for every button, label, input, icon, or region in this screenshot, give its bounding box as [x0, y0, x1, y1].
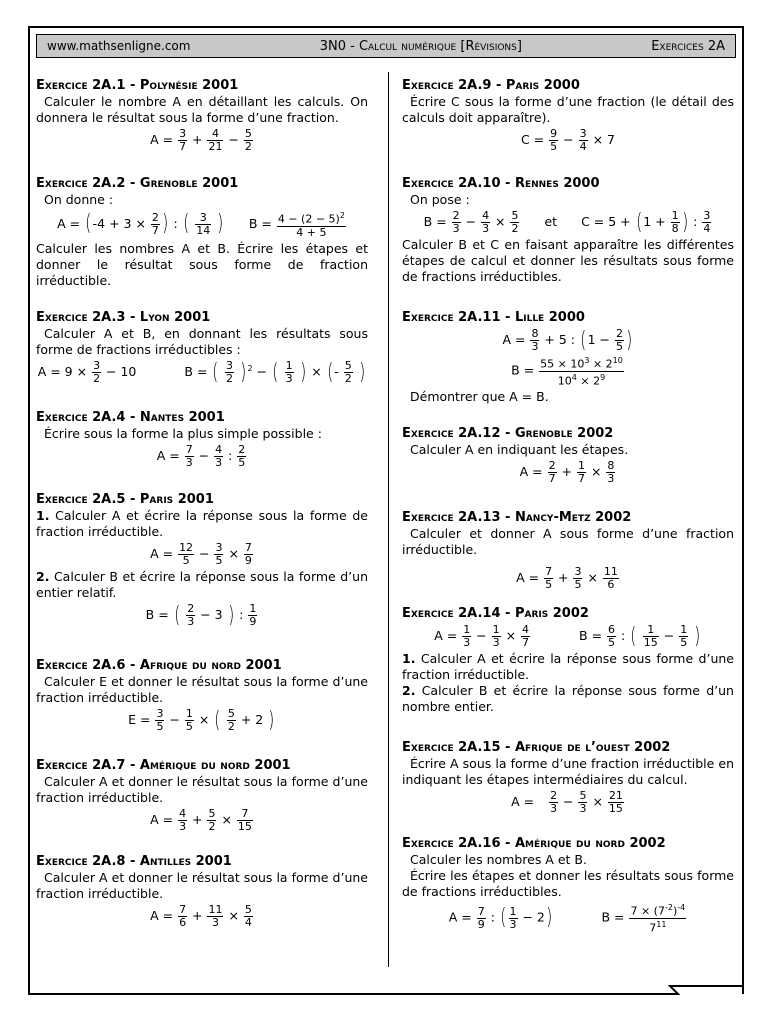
exercise-2a15 — [402, 740, 734, 817]
exercise-title: Exercice 2A.2 - Grenoble 2001 — [36, 176, 239, 191]
section-title: Exercices 2A — [651, 38, 725, 54]
exercise-title: Exercice 2A.1 - Polynésie 2001 — [36, 78, 239, 93]
page-corner-mark — [664, 982, 744, 998]
exercise-text: Écrire les étapes et donner les résultats sous forme de fractions irréductibles. — [402, 868, 734, 899]
exercise-title: Exercice 2A.14 - Paris 2002 — [402, 606, 589, 621]
formula-a: A = $\frac{8}{3}$ + 5 : (1 − $\frac{2}{5}$ ) — [502, 327, 633, 353]
exercise-2a6 — [36, 658, 368, 735]
exercise-text: Calculer et donner A sous forme d’une fraction irréductible. — [402, 526, 734, 557]
exercise-2a10 — [402, 176, 734, 285]
exercise-2a16 — [402, 836, 734, 936]
formula-a: A = $\frac{7}{3}$ − $\frac{4}{3}$ : $\frac{2}{5}$ — [156, 443, 246, 469]
exercise-text: Calculer les nombres A et B. Écrire les étapes et donner le résultat sous forme de fraction irréductible. — [36, 240, 368, 288]
formula-a: A = $\frac{12}{5}$ − $\frac{3}{5}$ × $\frac{7}{9}$ — [150, 541, 252, 567]
exercise-text: Calculer le nombre A en détaillant les calculs. On donnera le résultat sous la forme d’une fraction. — [36, 94, 368, 125]
formula-b: B = ( $\frac{2}{3}$ − 3 ) : $\frac{1}{9}$ — [145, 602, 257, 628]
exercise-title: Exercice 2A.15 - Afrique de l’ouest 2002 — [402, 740, 671, 755]
exercise-text: Calculer A et donner le résultat sous la forme d’une fraction irréductible. — [36, 870, 368, 901]
formula-a: A = $\frac{3}{7}$ + $\frac{4}{21}$ − $\frac{5}{2}$ — [150, 127, 252, 153]
exercise-text: Calculer A en indiquant les étapes. — [410, 442, 629, 457]
exercise-title: Exercice 2A.12 - Grenoble 2002 — [402, 426, 614, 441]
exercise-title: Exercice 2A.4 - Nantes 2001 — [36, 410, 225, 425]
exercise-2a13 — [402, 510, 734, 593]
column-divider — [388, 72, 389, 967]
formula-a: A = $\frac{7}{5}$ + $\frac{3}{5}$ × $\frac{11}{6}$ — [516, 565, 618, 591]
formula-a: A = $\frac{7}{6}$ + $\frac{11}{3}$ × $\frac{5}{4}$ — [150, 903, 252, 929]
exercise-title: Exercice 2A.10 - Rennes 2000 — [402, 176, 600, 191]
exercise-2a5 — [36, 492, 368, 630]
question-number: 1. — [402, 651, 416, 666]
exercise-text: Calculer A et donner le résultat sous la forme d’une fraction irréductible. — [36, 774, 368, 805]
exercise-2a4 — [36, 410, 368, 471]
exercise-2a12 — [402, 426, 734, 487]
question-text: Calculer B et écrire la réponse sous forme d’un nombre entier. — [402, 683, 734, 714]
question-1 — [36, 508, 368, 540]
exercise-2a14 — [402, 606, 734, 715]
exercise-2a7 — [36, 758, 368, 835]
formula-ab: A = 9 × $\frac{3}{2}$ − 10 B = ( $\frac{3}{2}$ )$^2$ − ( $\frac{1}{3}$ ) × (- $\frac{5}{2}$ ) — [37, 359, 366, 386]
exercise-title: Exercice 2A.6 - Afrique du nord 2001 — [36, 658, 282, 673]
exercise-title: Exercice 2A.11 - Lille 2000 — [402, 310, 585, 325]
course-title: 3N0 - Calcul numérique [Révisions] — [319, 38, 522, 54]
formula-c: C = $\frac{9}{5}$ − $\frac{3}{4}$ × 7 — [521, 127, 615, 153]
formula-a: A = $\frac{4}{3}$ + $\frac{5}{2}$ × $\frac{7}{15}$ — [150, 807, 252, 833]
formula-a: A = $\frac{2}{3}$ − $\frac{5}{3}$ × $\frac{21}{15}$ — [511, 789, 623, 815]
question-text: Calculer A et écrire la réponse sous la forme de fraction irréductible. — [36, 508, 368, 539]
page-bottom-border — [28, 993, 668, 995]
exercise-text: Écrire A sous la forme d’une fraction irréductible en indiquant les étapes intermédiaires du calcul. — [402, 756, 734, 787]
exercise-title: Exercice 2A.13 - Nancy-Metz 2002 — [402, 510, 632, 525]
exercise-intro: Calculer les nombres A et B. — [410, 852, 587, 867]
exercise-title: Exercice 2A.7 - Amérique du nord 2001 — [36, 758, 291, 773]
exercise-title: Exercice 2A.9 - Paris 2000 — [402, 78, 580, 93]
exercise-2a3 — [36, 310, 368, 387]
exercise-text: Écrire sous la forme la plus simple possible : — [44, 426, 322, 441]
exercise-title: Exercice 2A.16 - Amérique du nord 2002 — [402, 836, 666, 851]
exercise-title: Exercice 2A.8 - Antilles 2001 — [36, 854, 232, 869]
exercise-intro: On donne : — [44, 192, 114, 207]
exercise-text: Calculer E et donner le résultat sous la forme d’une fraction irréductible. — [36, 674, 368, 705]
question-text: Calculer B et écrire la réponse sous la forme d’un entier relatif. — [36, 569, 368, 600]
exercise-2a1 — [36, 78, 368, 155]
question-number: 2. — [36, 569, 50, 584]
exercise-text: Écrire C sous la forme d’une fraction (le détail des calculs doit apparaître). — [402, 94, 734, 125]
exercise-text: Calculer B et C en faisant apparaître les différentes étapes de calcul et donner les résultats sous forme de fractions irréductibles. — [402, 237, 734, 284]
question-1 — [402, 651, 734, 683]
exercise-title: Exercice 2A.3 - Lyon 2001 — [36, 310, 211, 325]
formula-ab: A = (-4 + 3 × $\frac{2}{7}$ ) : ( $\frac{3}{14}$ ) B = $\frac{4 - (2 - 5)^2}{4 + 5}$ — [57, 210, 345, 239]
formula-bc: B = $\frac{2}{3}$ − $\frac{4}{3}$ × $\frac{5}{2}$ et C = 5 + (1 + $\frac{1}{8}$ ) : $\frac{3}{4}$ — [423, 209, 711, 235]
exercise-2a8 — [36, 854, 368, 931]
exercise-intro: On pose : — [410, 192, 470, 207]
question-2 — [402, 683, 734, 715]
exercise-text: Calculer A et B, en donnant les résultats sous forme de fractions irréductibles : — [36, 326, 368, 357]
exercise-2a2 — [36, 176, 368, 289]
formula-b: B = $\frac{55 \times 10^3 \times 2^{10}}{10^4 \times 2^9}$ — [511, 356, 623, 388]
question-2 — [36, 569, 368, 601]
exercise-2a9 — [402, 78, 734, 155]
formula-e: E = $\frac{3}{5}$ − $\frac{1}{5}$ × ( $\frac{5}{2}$ + 2 ) — [128, 707, 275, 733]
question-text: Calculer A et écrire la réponse sous forme d’une fraction irréductible. — [402, 651, 734, 682]
page-header — [36, 34, 736, 58]
formula-ab: A = $\frac{1}{3}$ − $\frac{1}{3}$ × $\frac{4}{7}$ B = $\frac{6}{5}$ : ( $\frac{1}{15}$ − $\frac{1}{5}$ ) — [434, 623, 701, 649]
exercise-text: Démontrer que A = B. — [410, 389, 549, 405]
site-url[interactable]: www.mathsenligne.com — [47, 39, 191, 53]
question-number: 2. — [402, 683, 416, 698]
exercise-2a11 — [402, 310, 734, 405]
exercise-title: Exercice 2A.5 - Paris 2001 — [36, 492, 214, 507]
formula-a: A = $\frac{2}{7}$ + $\frac{1}{7}$ × $\frac{8}{3}$ — [519, 459, 615, 485]
question-number: 1. — [36, 508, 50, 523]
formula-ab: A = $\frac{7}{9}$ : ( $\frac{1}{3}$ − 2) B = $\frac{7 \times (7^{-2})^{-4}}{7^{11}}$ — [448, 903, 686, 935]
